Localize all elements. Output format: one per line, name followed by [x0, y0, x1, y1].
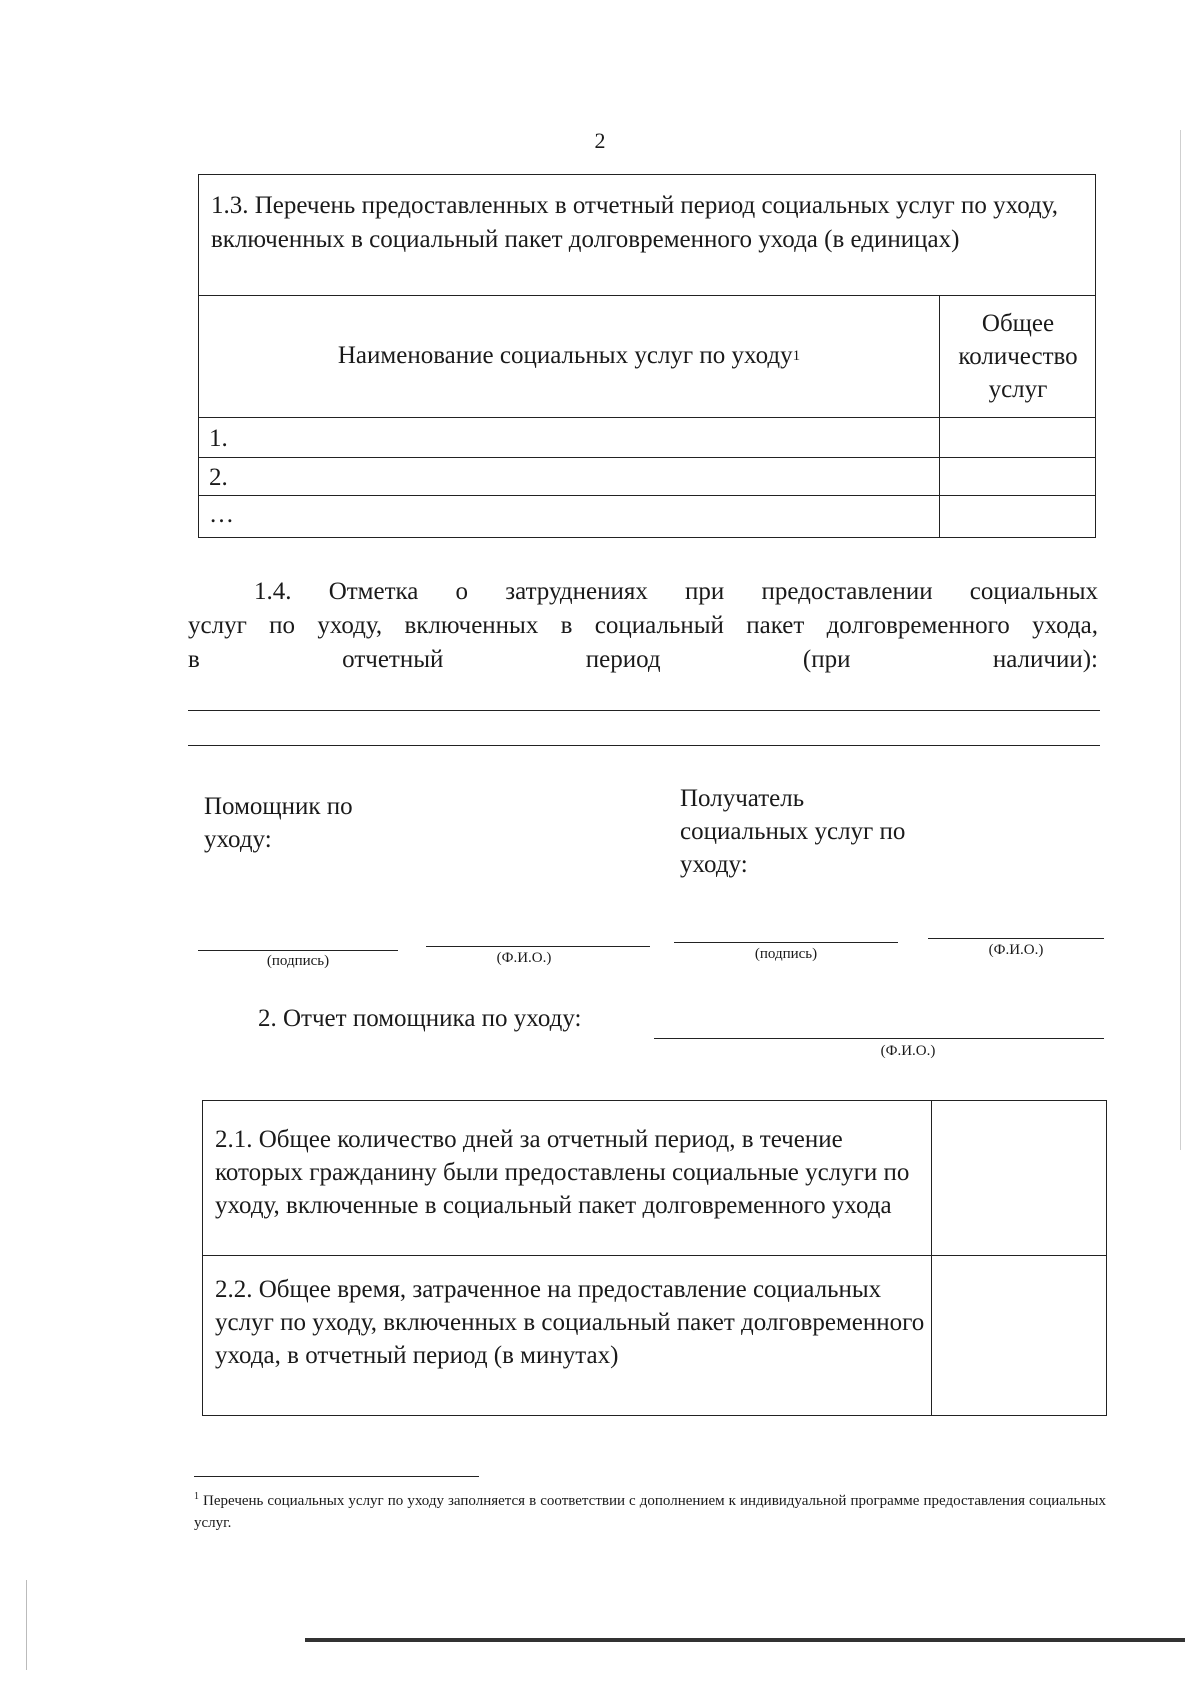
- caption-name: (Ф.И.О.): [880, 1043, 936, 1059]
- table-divider: [199, 457, 1095, 458]
- table-row: 1.: [209, 425, 228, 452]
- helper-report-name-line[interactable]: [654, 1038, 1104, 1039]
- footnote-separator: [194, 1476, 479, 1477]
- column-header-count: Общее количество услуг: [958, 309, 1078, 403]
- column-divider: [939, 295, 940, 537]
- report-table: [202, 1100, 1107, 1416]
- page-number: 2: [594, 128, 606, 153]
- table-divider: [199, 417, 1095, 418]
- fill-line[interactable]: [188, 745, 1100, 746]
- scan-edge: [1180, 130, 1181, 1150]
- caption-name: (Ф.И.О.): [496, 950, 552, 966]
- difficulties-line-1: 1.4. Отметка о затруднениях при предоставлении социальных: [254, 578, 1098, 605]
- table-divider: [199, 495, 1095, 496]
- scan-bottom-bar: [305, 1638, 1185, 1642]
- scan-edge: [26, 1580, 27, 1670]
- recipient-label: Получатель социальных услуг по уходу:: [680, 785, 906, 878]
- fill-line[interactable]: [188, 710, 1100, 711]
- difficulties-line-2: услуг по уходу, включенных в социальный пакет долговременного ухода,: [188, 612, 1098, 639]
- column-header-name-text: Наименование социальных услуг по уходу: [337, 342, 793, 369]
- footnote-ref: 1: [792, 347, 801, 364]
- recipient-signature-line[interactable]: [674, 942, 898, 943]
- recipient-name-line[interactable]: [928, 938, 1104, 939]
- table-title: 1.3. Перечень предоставленных в отчетный период социальных услуг по уходу, включенных в социальный пакет долговременного ухода (в единицах): [211, 192, 1058, 253]
- helper-signature-line[interactable]: [198, 950, 398, 951]
- report-heading: 2. Отчет помощника по уходу:: [258, 1005, 582, 1032]
- caption-signature: (подпись): [754, 946, 818, 962]
- caption-name: (Ф.И.О.): [988, 942, 1044, 958]
- item-2-1: 2.1. Общее количество дней за отчетный период, в течение которых гражданину были предоставлены социальные услуги по уходу, включенные в социальный пакет долговременного ухода: [215, 1126, 910, 1219]
- table-row: 2.: [209, 464, 228, 491]
- footnote: [194, 1486, 1106, 1534]
- services-table: [198, 174, 1096, 538]
- helper-name-line[interactable]: [426, 946, 650, 947]
- footnote-text: Перечень социальных услуг по уходу заполняется в соответствии с дополнением к индивидуальной программе предоставления социальных услуг.: [194, 1493, 1106, 1531]
- table-row: …: [209, 501, 234, 528]
- difficulties-section: [188, 575, 1098, 677]
- helper-label: Помощник по уходу:: [204, 793, 353, 853]
- difficulties-line-3: в отчетный период (при наличии):: [188, 646, 1098, 673]
- column-header-name: [199, 295, 939, 417]
- item-2-2: 2.2. Общее время, затраченное на предоставление социальных услуг по уходу, включенных в социальный пакет долговременного ухода, в отчетный период (в минутах): [215, 1276, 925, 1369]
- table-divider: [203, 1255, 1106, 1256]
- footnote-marker: 1: [194, 1491, 199, 1502]
- caption-signature: (подпись): [266, 953, 330, 969]
